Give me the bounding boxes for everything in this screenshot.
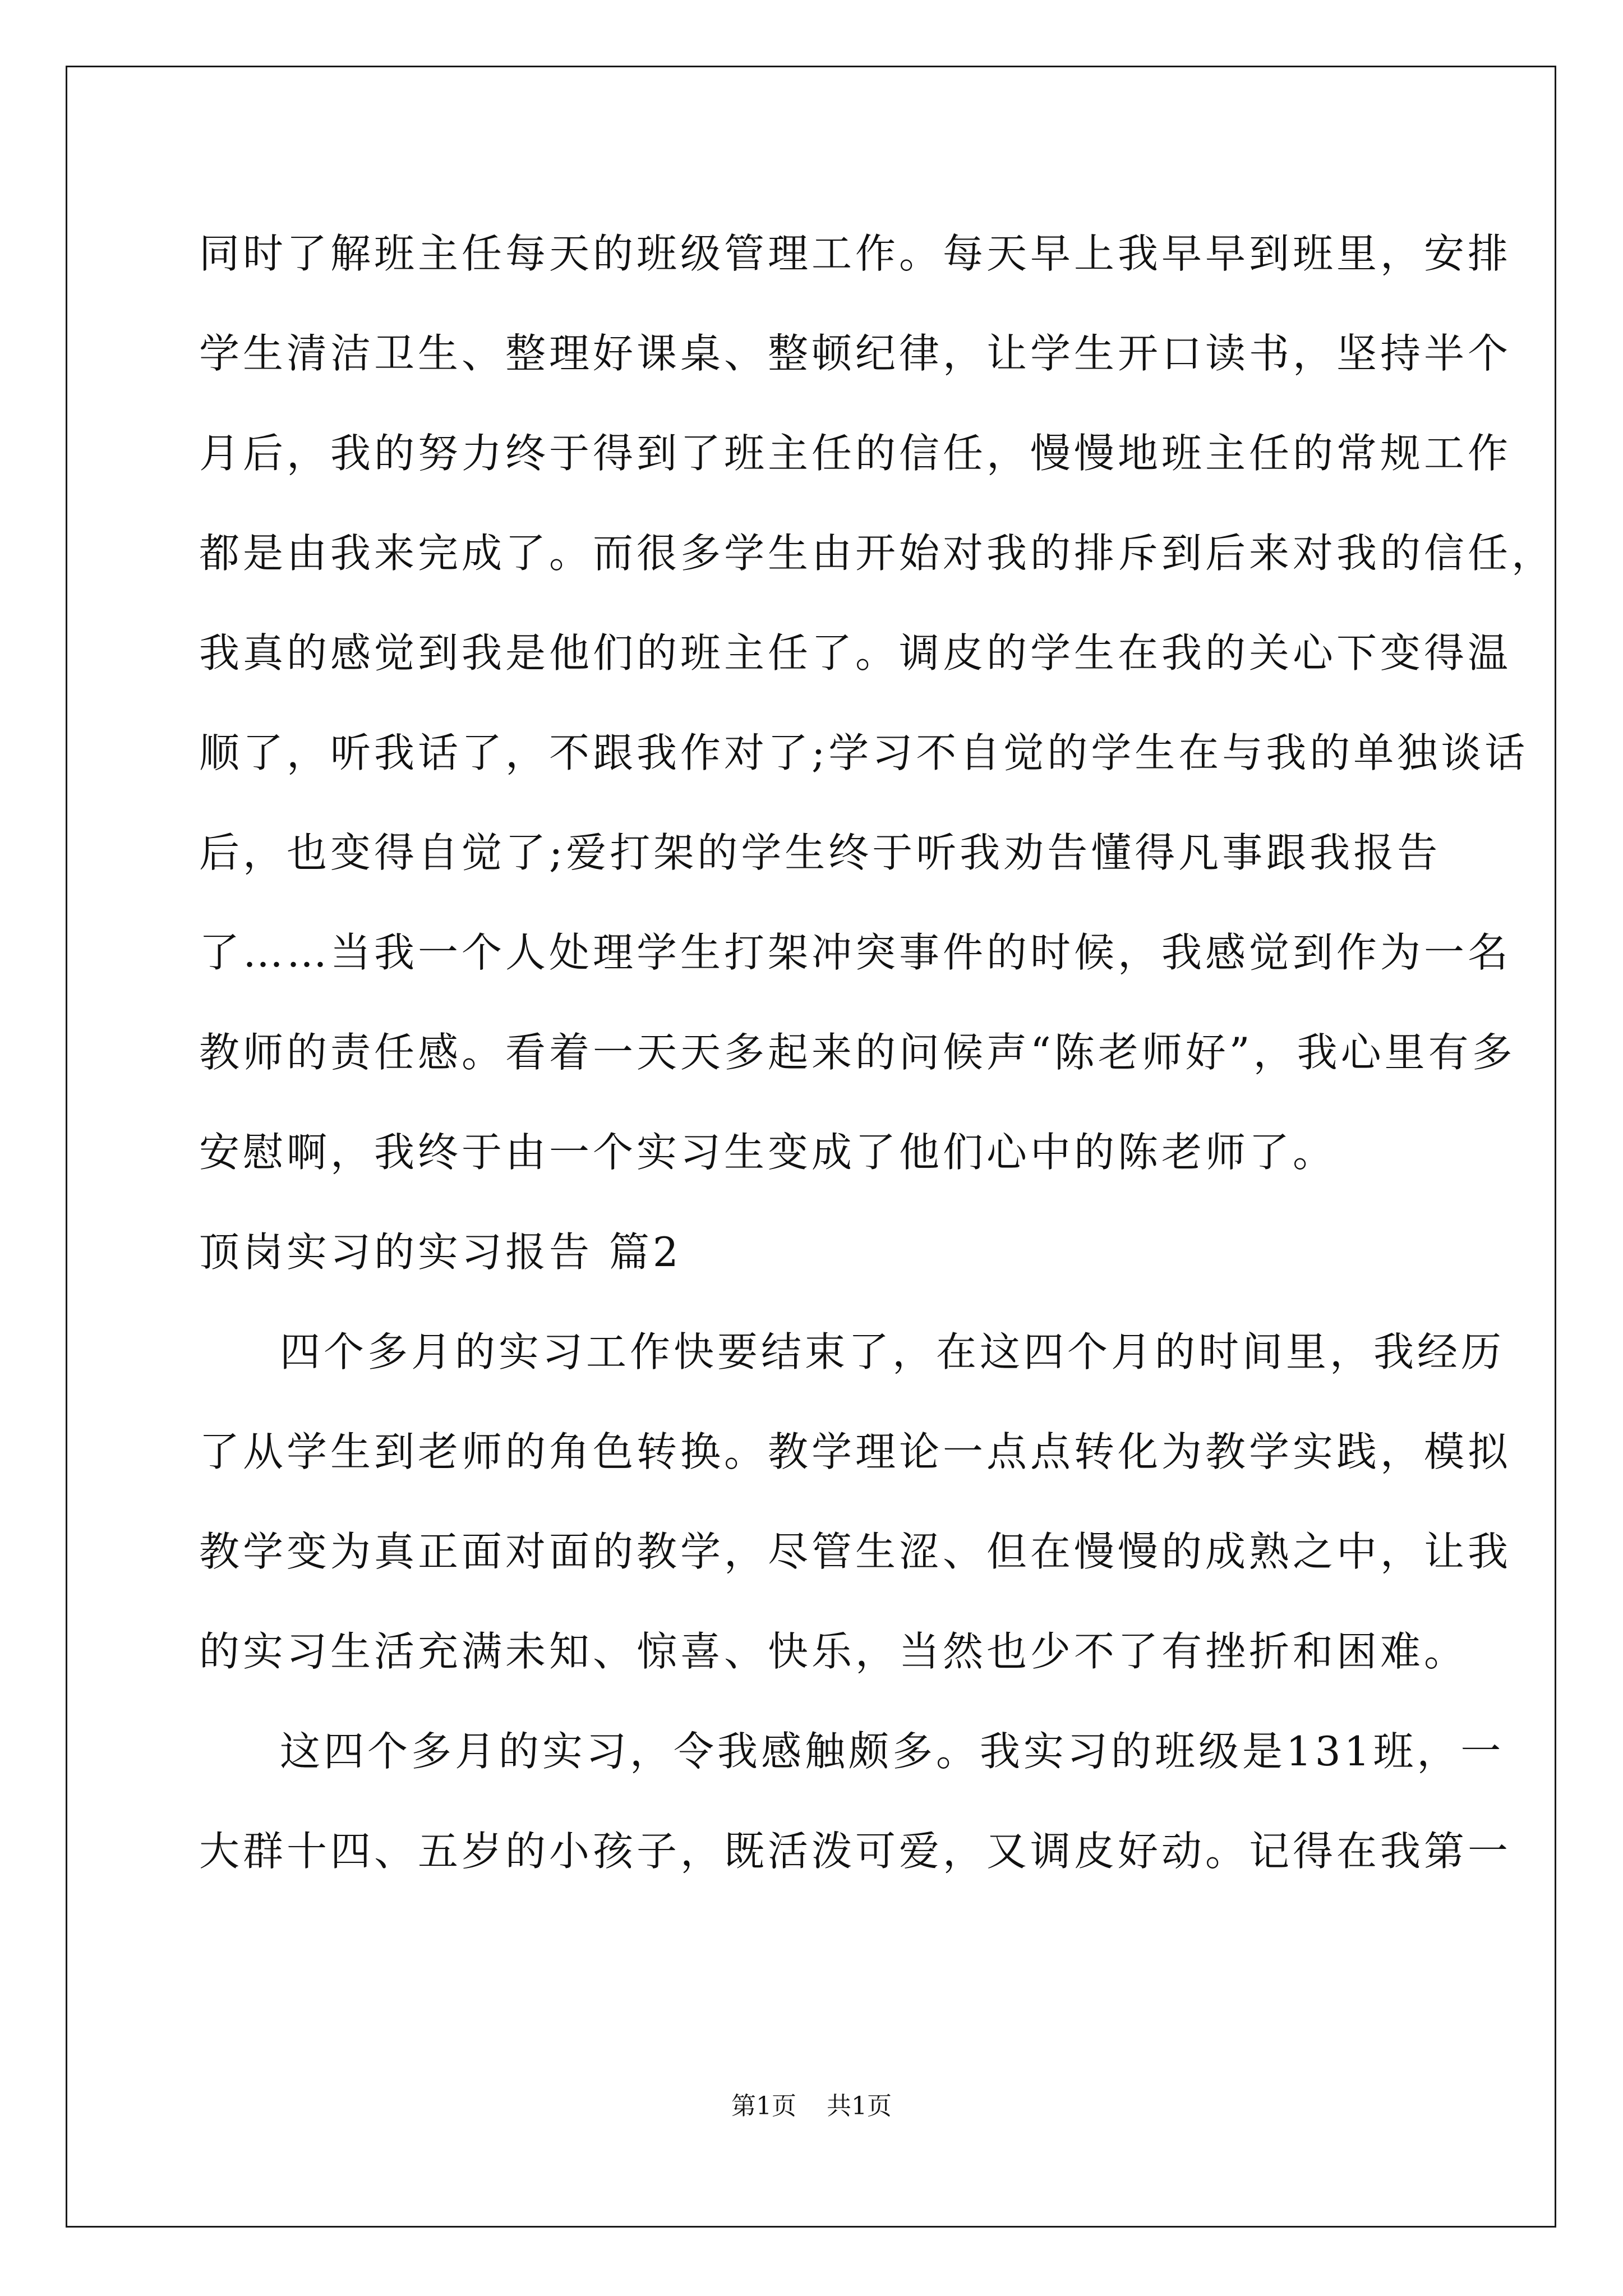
text-line: 同时了解班主任每天的班级管理工作。每天早上我早早到班里，安排: [199, 230, 1512, 277]
section-heading: 顶岗实习的实习报告 篇2: [199, 1228, 682, 1276]
text-line: 教师的责任感。看着一天天多起来的问候声“陈老师好”，我心里有多: [199, 1029, 1516, 1076]
text-line: 后，也变得自觉了;爱打架的学生终于听我劝告懂得凡事跟我报告: [199, 829, 1441, 876]
text-line: 学生清洁卫生、整理好课桌、整顿纪律，让学生开口读书，坚持半个: [199, 330, 1512, 377]
page-number: 第1页: [731, 2092, 796, 2120]
text-line: 顺了，听我话了，不跟我作对了;学习不自觉的学生在与我的单独谈话: [199, 729, 1529, 776]
document-body: [199, 214, 1556, 1912]
text-line: 安慰啊，我终于由一个实习生变成了他们心中的陈老师了。: [199, 1129, 1337, 1176]
page-footer: [0, 2090, 1623, 2123]
text-line: 我真的感觉到我是他们的班主任了。调皮的学生在我的关心下变得温: [199, 629, 1512, 677]
text-line: 四个多月的实习工作快要结束了，在这四个月的时间里，我经历: [280, 1328, 1505, 1375]
text-line: 这四个多月的实习，令我感触颇多。我实习的班级是131班，一: [280, 1728, 1505, 1775]
text-line: 了从学生到老师的角色转换。教学理论一点点转化为教学实践，模拟: [199, 1428, 1512, 1475]
page-total: 共1页: [827, 2092, 892, 2120]
text-line: 的实习生活充满未知、惊喜、快乐，当然也少不了有挫折和困难。: [199, 1628, 1468, 1675]
text-line: 月后，我的努力终于得到了班主任的信任，慢慢地班主任的常规工作: [199, 430, 1512, 477]
text-line: 教学变为真正面对面的教学，尽管生涩、但在慢慢的成熟之中，让我: [199, 1528, 1512, 1575]
text-line: 了……当我一个人处理学生打架冲突事件的时候，我感觉到作为一名: [199, 929, 1512, 976]
text-line: 都是由我来完成了。而很多学生由开始对我的排斥到后来对我的信任，: [199, 530, 1556, 577]
text-line: 大群十四、五岁的小孩子，既活泼可爱，又调皮好动。记得在我第一: [199, 1828, 1512, 1875]
